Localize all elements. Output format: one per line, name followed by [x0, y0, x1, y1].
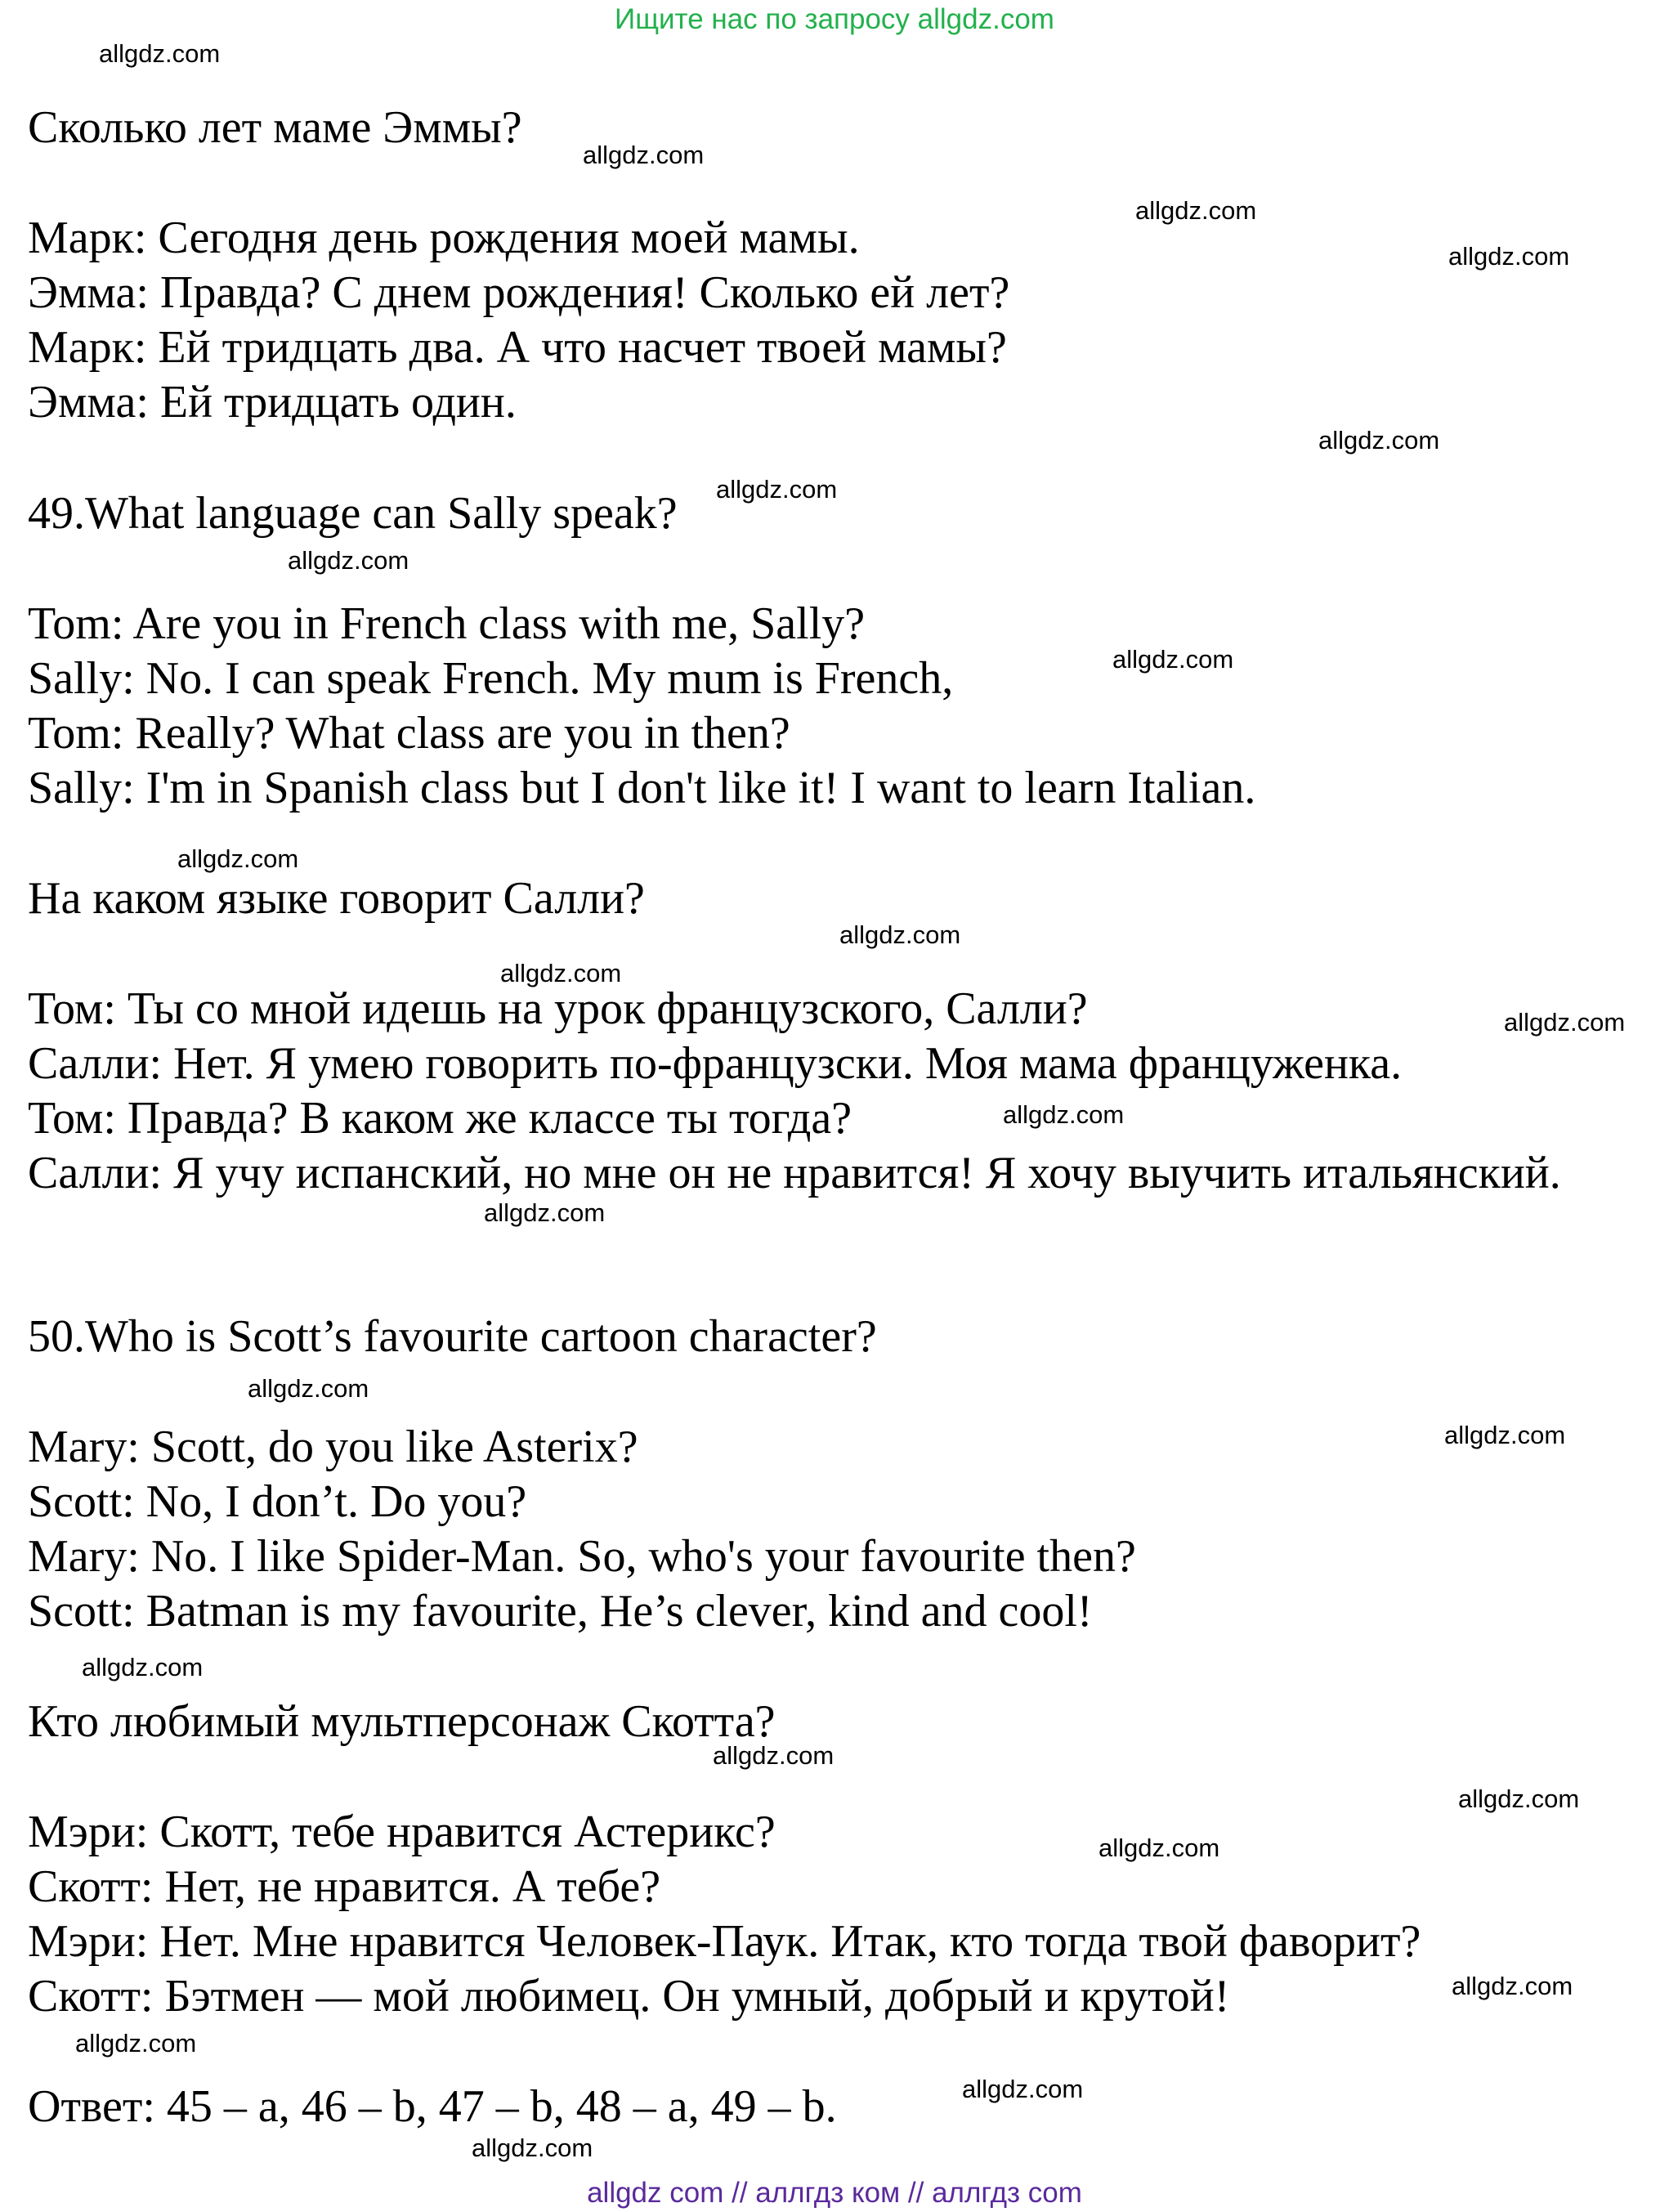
q48-ru-title: Сколько лет маме Эммы?: [28, 102, 522, 153]
q49-ru-dialog-line-1: Том: Ты со мной идешь на урок французского, Салли?: [28, 983, 1088, 1034]
q50-title: 50.Who is Scott’s favourite cartoon character?: [28, 1311, 877, 1362]
q49-ru-title: На каком языке говорит Салли?: [28, 873, 645, 924]
q49-title: 49.What language can Sally speak?: [28, 488, 678, 539]
q49-dialog-line-4: Sally: I'm in Spanish class but I don't like it! I want to learn Italian.: [28, 763, 1256, 813]
watermark: allgdz.com: [1452, 1972, 1573, 2000]
watermark: allgdz.com: [583, 141, 705, 169]
watermark: allgdz.com: [472, 2134, 593, 2162]
q48-ru-dialog-line-1: Марк: Сегодня день рождения моей мамы.: [28, 213, 860, 263]
q50-ru-dialog-line-1: Мэри: Скотт, тебе нравится Астерикс?: [28, 1807, 776, 1857]
q49-ru-dialog-line-3: Том: Правда? В каком же классе ты тогда?: [28, 1093, 852, 1144]
watermark: allgdz.com: [177, 844, 299, 873]
q48-ru-dialog-line-3: Марк: Ей тридцать два. А что насчет твоей мамы?: [28, 322, 1007, 373]
watermark: allgdz.com: [1448, 242, 1570, 271]
watermark: allgdz.com: [484, 1198, 606, 1227]
q48-ru-dialog-line-4: Эмма: Ей тридцать один.: [28, 377, 517, 428]
watermark: allgdz.com: [82, 1653, 204, 1681]
watermark: allgdz.com: [1098, 1834, 1220, 1862]
q49-dialog-line-2: Sally: No. I can speak French. My mum is French,: [28, 653, 954, 704]
watermark: allgdz.com: [1003, 1100, 1125, 1129]
watermark: allgdz.com: [1444, 1421, 1566, 1449]
watermark: allgdz.com: [1504, 1008, 1626, 1037]
q49-dialog-line-3: Tom: Really? What class are you in then?: [28, 708, 790, 759]
watermark: allgdz.com: [839, 920, 961, 949]
top-banner[interactable]: Ищите нас по запросу allgdz.com: [615, 3, 1054, 35]
watermark: allgdz.com: [713, 1741, 834, 1770]
watermark: allgdz.com: [288, 546, 409, 575]
q49-ru-dialog-line-4: Салли: Я учу испанский, но мне он не нравится! Я хочу выучить итальянский.: [28, 1148, 1561, 1198]
watermark: allgdz.com: [1458, 1784, 1580, 1813]
watermark: allgdz.com: [248, 1374, 369, 1403]
q50-ru-dialog-line-3: Мэри: Нет. Мне нравится Человек-Паук. Итак, кто тогда твой фаворит?: [28, 1916, 1421, 1967]
answer-line: Ответ: 45 – a, 46 – b, 47 – b, 48 – a, 49 – b.: [28, 2081, 837, 2132]
watermark: allgdz.com: [99, 39, 221, 68]
watermark: allgdz.com: [716, 475, 838, 504]
watermark: allgdz.com: [75, 2029, 197, 2058]
q50-dialog-line-2: Scott: No, I don’t. Do you?: [28, 1476, 527, 1527]
q48-ru-dialog-line-2: Эмма: Правда? С днем рождения! Сколько ей лет?: [28, 267, 1010, 318]
watermark: allgdz.com: [1318, 426, 1440, 454]
q49-dialog-line-1: Tom: Are you in French class with me, Sally?: [28, 598, 866, 649]
q50-dialog-line-1: Mary: Scott, do you like Asterix?: [28, 1422, 638, 1472]
watermark: allgdz.com: [500, 959, 622, 987]
watermark: allgdz.com: [1112, 645, 1234, 674]
q50-dialog-line-4: Scott: Batman is my favourite, He’s clever, kind and cool!: [28, 1586, 1093, 1637]
watermark: allgdz.com: [962, 2075, 1084, 2103]
q50-dialog-line-3: Mary: No. I like Spider-Man. So, who's your favourite then?: [28, 1531, 1136, 1582]
q50-ru-title: Кто любимый мультперсонаж Скотта?: [28, 1696, 776, 1747]
q50-ru-dialog-line-2: Скотт: Нет, не нравится. А тебе?: [28, 1861, 661, 1912]
q50-ru-dialog-line-4: Скотт: Бэтмен — мой любимец. Он умный, добрый и крутой!: [28, 1971, 1230, 2022]
q49-ru-dialog-line-2: Салли: Нет. Я умею говорить по-французски. Моя мама француженка.: [28, 1038, 1403, 1089]
watermark: allgdz.com: [1135, 196, 1257, 225]
bottom-banner[interactable]: allgdz com // аллгдз ком // аллгдз com: [587, 2177, 1082, 2209]
